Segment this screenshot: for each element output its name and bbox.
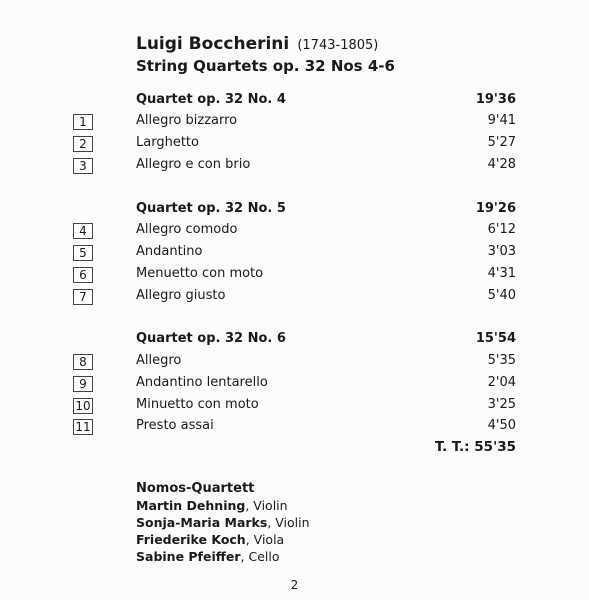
track-title: Andantino <box>136 244 203 259</box>
track-duration: 5'35 <box>487 353 516 368</box>
ensemble-member <box>136 515 310 530</box>
track-number: 4 <box>73 223 93 239</box>
ensemble-member <box>136 549 280 564</box>
track-number: 3 <box>73 158 93 174</box>
quartet-heading <box>0 200 589 220</box>
track-title: Menuetto con moto <box>136 266 264 281</box>
track-title: Presto assai <box>136 418 214 433</box>
track-row <box>0 134 589 154</box>
track-number: 9 <box>73 376 93 392</box>
total-time: T. T.: 55'35 <box>434 439 516 455</box>
track-title: Allegro <box>136 353 182 368</box>
composer-name: Luigi Boccherini <box>136 34 290 54</box>
track-row <box>0 352 589 372</box>
quartet-heading <box>0 91 589 111</box>
member-instrument: , Cello <box>240 549 280 564</box>
member-instrument: , Violin <box>267 515 310 530</box>
quartet-title: Quartet op. 32 No. 4 <box>136 92 286 107</box>
quartet-heading <box>0 330 589 350</box>
track-duration: 5'27 <box>487 135 516 150</box>
track-duration: 2'04 <box>487 375 516 390</box>
composer-line <box>136 34 378 54</box>
track-row <box>0 396 589 416</box>
work-title: String Quartets op. 32 Nos 4-6 <box>136 57 395 75</box>
ensemble-member <box>136 532 284 547</box>
track-title: Allegro giusto <box>136 288 226 303</box>
track-number: 2 <box>73 136 93 152</box>
track-duration: 6'12 <box>487 222 516 237</box>
track-duration: 5'40 <box>487 288 516 303</box>
track-row <box>0 112 589 132</box>
track-number: 7 <box>73 289 93 305</box>
quartet-duration: 15'54 <box>475 331 516 346</box>
track-row <box>0 374 589 394</box>
member-name: Sabine Pfeiffer <box>136 549 241 564</box>
track-duration: 9'41 <box>487 113 516 128</box>
member-instrument: , Viola <box>245 532 285 547</box>
member-name: Friederike Koch <box>136 532 246 547</box>
quartet-duration: 19'36 <box>475 92 516 107</box>
track-title: Allegro bizzarro <box>136 113 238 128</box>
track-number: 11 <box>73 419 93 435</box>
track-title: Allegro e con brio <box>136 157 251 172</box>
track-row <box>0 221 589 241</box>
quartet-duration: 19'26 <box>475 201 516 216</box>
ensemble-name: Nomos-Quartett <box>136 481 255 496</box>
track-duration: 3'03 <box>487 244 516 259</box>
track-duration: 4'28 <box>487 157 516 172</box>
track-number: 5 <box>73 245 93 261</box>
track-number: 10 <box>73 398 93 414</box>
track-row <box>0 417 589 437</box>
quartet-title: Quartet op. 32 No. 6 <box>136 331 286 346</box>
track-row <box>0 265 589 285</box>
member-name: Sonja-Maria Marks <box>136 515 268 530</box>
track-title: Minuetto con moto <box>136 397 259 412</box>
track-row <box>0 287 589 307</box>
track-title: Andantino lentarello <box>136 375 268 390</box>
track-duration: 3'25 <box>487 397 516 412</box>
track-number: 6 <box>73 267 93 283</box>
member-instrument: , Violin <box>245 498 288 513</box>
page-number: 2 <box>290 578 299 592</box>
ensemble-member <box>136 498 288 513</box>
member-name: Martin Dehning <box>136 498 246 513</box>
track-number: 1 <box>73 114 93 130</box>
track-number: 8 <box>73 354 93 370</box>
composer-dates: (1743-1805) <box>297 38 379 53</box>
track-row <box>0 243 589 263</box>
track-row <box>0 156 589 176</box>
track-title: Larghetto <box>136 135 199 150</box>
track-duration: 4'31 <box>487 266 516 281</box>
track-duration: 4'50 <box>487 418 516 433</box>
quartet-title: Quartet op. 32 No. 5 <box>136 201 286 216</box>
track-title: Allegro comodo <box>136 222 238 237</box>
